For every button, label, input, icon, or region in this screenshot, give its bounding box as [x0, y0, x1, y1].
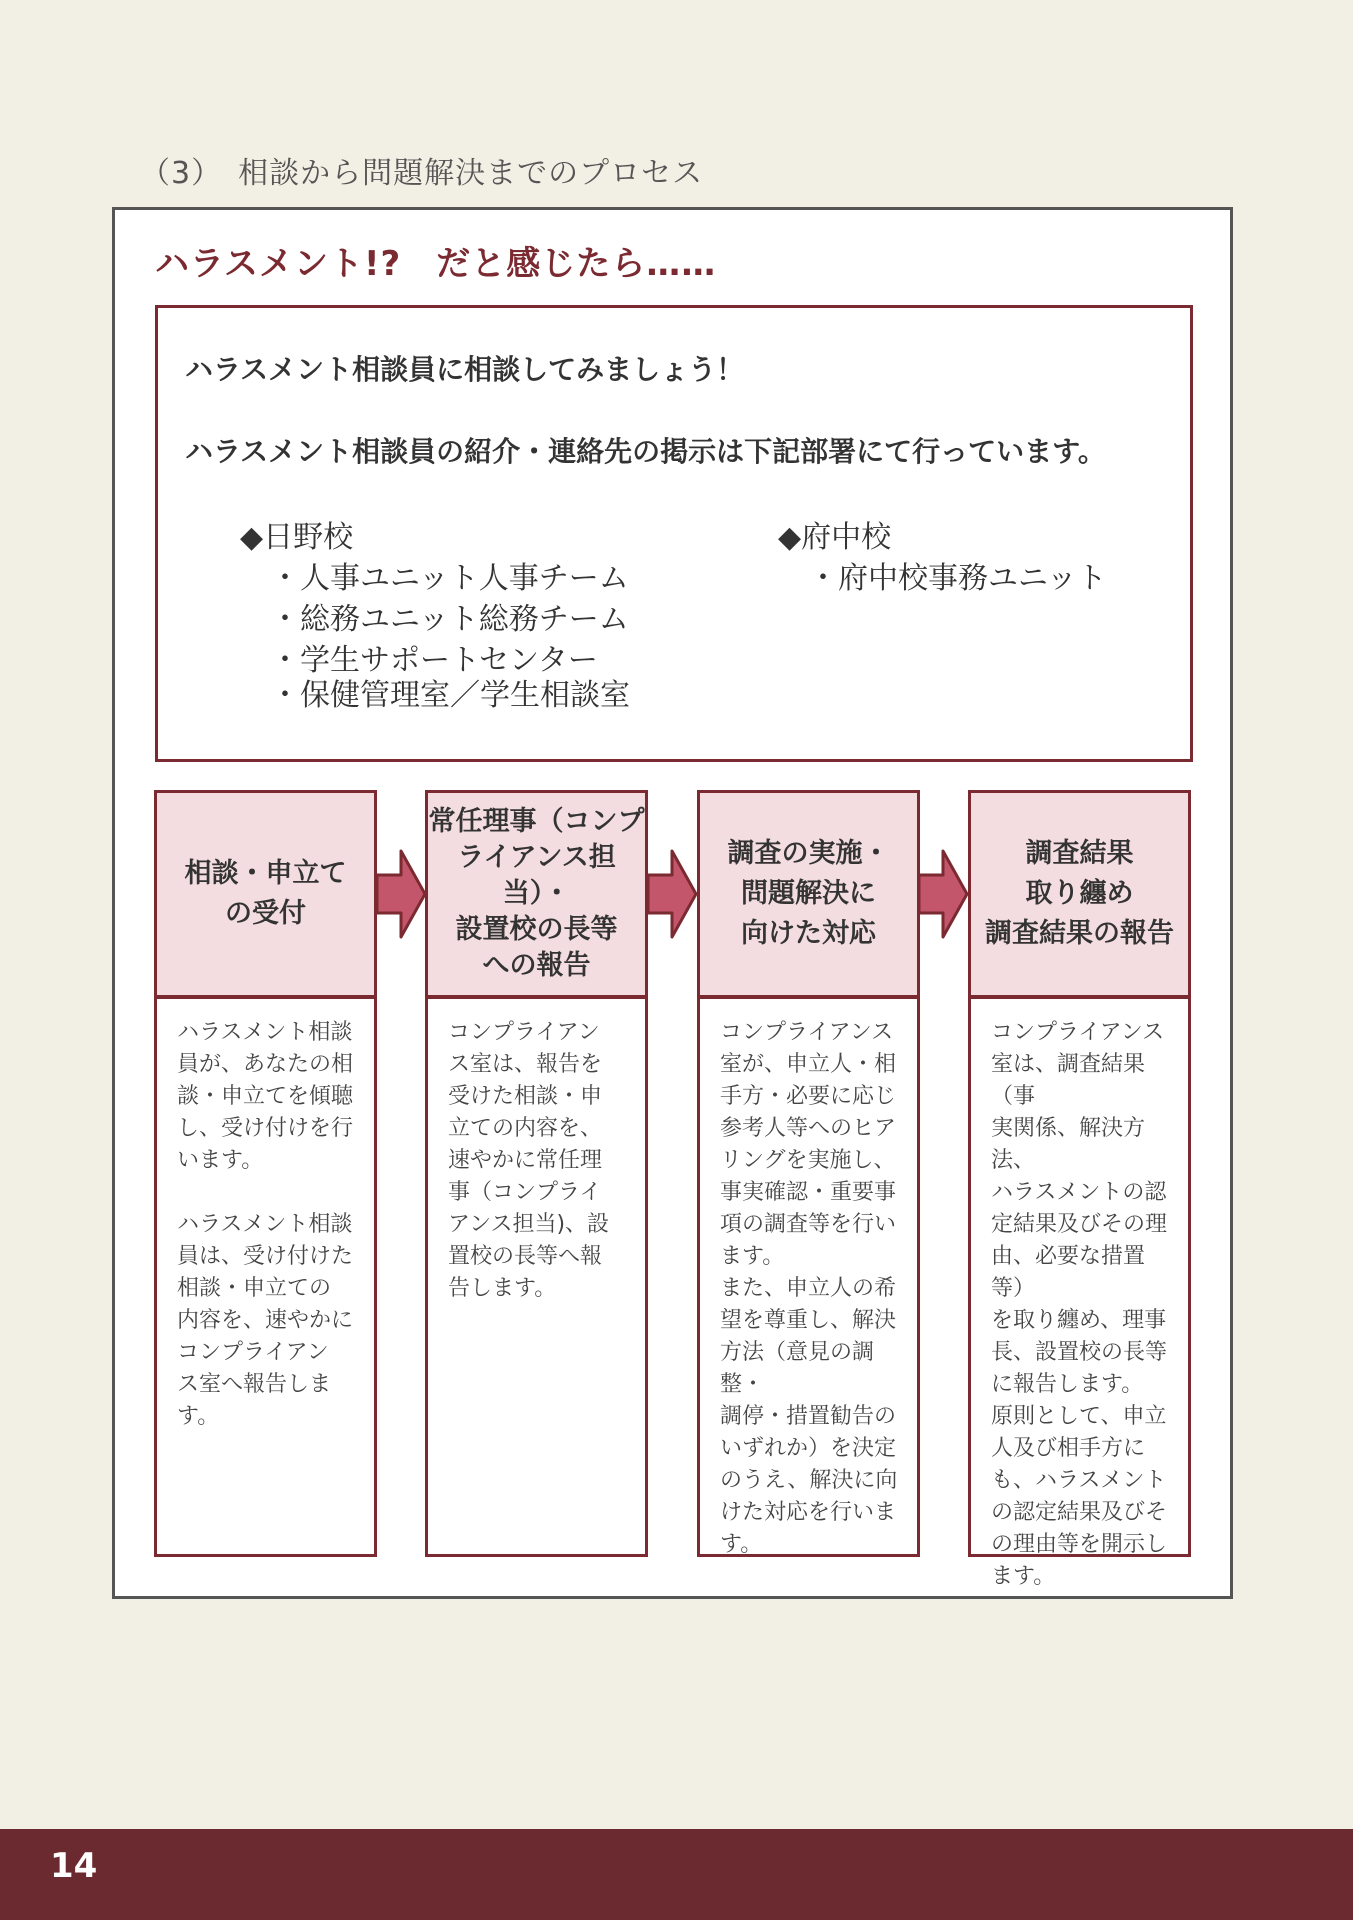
- step-1-title: 相談・申立て の受付: [184, 858, 347, 929]
- step-3-title: 調査の実施・ 問題解決に 向けた対応: [727, 838, 890, 949]
- info-line-consult: ハラスメント相談員に相談してみましょう！: [185, 353, 745, 386]
- arrow-right-icon: [648, 847, 698, 941]
- hino-item: ・保健管理室／学生相談室: [270, 678, 630, 713]
- hino-campus-title: ◆日野校: [240, 520, 354, 555]
- step-2-title: 常任理事（コンプ ライアンス担当）・ 設置校の長等 への報告: [428, 806, 645, 981]
- footer-bar: [0, 1829, 1353, 1920]
- frame-title: ハラスメント!? だと感じたら……: [155, 244, 717, 284]
- step-3-header: [697, 790, 920, 998]
- step-4-title: 調査結果 取り纏め 調査結果の報告: [985, 838, 1174, 949]
- step-4-description: コンプライアンス 室は、調査結果（事 実関係、解決方法、 ハラスメントの認 定結果及びその理 由、必要な措置等） を取り纏め、理事 長、設置校の長等 に報告します。 原則として、申立 人及び相手方に も、ハラスメント の認定結果及びそ の理由等を開示し ます。: [968, 996, 1191, 1557]
- fuchu-campus-title: ◆府中校: [778, 520, 892, 555]
- step-1-description: ハラスメント相談 員が、あなたの相 談・申立てを傾聴 し、受け付けを行 います。 ハラスメント相談 員は、受け付けた 相談・申立ての 内容を、速やかに コンプライアン ス室へ報告しま す。: [154, 996, 377, 1557]
- hino-item: ・人事ユニット人事チーム: [270, 561, 629, 596]
- step-1-header: [154, 790, 377, 998]
- fuchu-item: ・府中校事務ユニット: [808, 561, 1107, 596]
- step-2-header: [425, 790, 648, 998]
- hino-item: ・総務ユニット総務チーム: [270, 602, 629, 637]
- arrow-right-icon: [919, 847, 969, 941]
- step-2-description: コンプライアン ス室は、報告を 受けた相談・申 立ての内容を、 速やかに常任理 事（コンプライ アンス担当)、設 置校の長等へ報 告します。: [425, 996, 648, 1557]
- arrow-right-icon: [377, 847, 427, 941]
- step-3-description: コンプライアンス 室が、申立人・相 手方・必要に応じ 参考人等へのヒア リングを実施し、 事実確認・重要事 項の調査等を行い ます。 また、申立人の希 望を尊重し、解決 方法（意見の調整・ 調停・措置勧告の いずれか）を決定 のうえ、解決に向 けた対応を行いま す。: [697, 996, 920, 1557]
- section-heading: （3） 相談から問題解決までのプロセス: [140, 156, 704, 191]
- info-line-departments: ハラスメント相談員の紹介・連絡先の掲示は下記部署にて行っています。: [185, 435, 1106, 468]
- step-4-header: [968, 790, 1191, 998]
- page-number: 14: [50, 1846, 98, 1886]
- hino-item: ・学生サポートセンター: [270, 643, 598, 678]
